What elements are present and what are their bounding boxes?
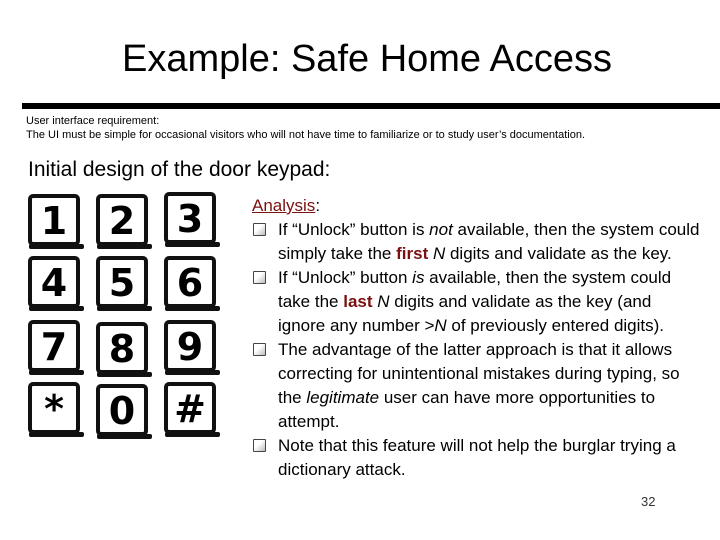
bullet-1-emphasis: not: [429, 220, 453, 239]
key-0: [96, 384, 148, 436]
checkbox-bullet-icon: [253, 223, 266, 236]
key-hash-label: #: [174, 387, 206, 431]
checkbox-bullet-icon: [253, 343, 266, 356]
keypad-subheading: Initial design of the door keypad:: [28, 158, 331, 181]
analysis-bullet-2: [252, 266, 702, 338]
bullet-2-text-d: of previously entered digits).: [446, 316, 665, 335]
key-8: [96, 322, 148, 374]
key-1: [28, 194, 80, 246]
key-9-label: 9: [176, 325, 204, 369]
key-3-label: 3: [176, 197, 204, 241]
key-3: [164, 192, 216, 244]
bullet-2-text-b: available, then the system could take the: [278, 268, 672, 311]
key-4: [28, 256, 80, 308]
key-7: [28, 320, 80, 372]
key-5: [96, 256, 148, 308]
requirement-body: The UI must be simple for occasional visitors who will not have time to familiarize or to study user’s documentation.: [26, 129, 585, 141]
slide-title: Example: Safe Home Access: [122, 38, 612, 80]
key-1-label: 1: [40, 199, 68, 243]
analysis-block: [252, 194, 702, 482]
key-2-label: 2: [108, 199, 136, 243]
checkbox-bullet-icon: [253, 271, 266, 284]
key-7-label: 7: [40, 325, 68, 369]
bullet-2-text-a: If “Unlock” button: [278, 268, 413, 287]
requirement-heading: User interface requirement:: [26, 115, 160, 127]
bullet-1-text-a: If “Unlock” button is: [278, 220, 430, 239]
key-5-label: 5: [108, 261, 136, 305]
bullet-1-text-b: available, then the system could simply take the: [278, 220, 700, 263]
bullet-3-emphasis: legitimate: [306, 388, 380, 407]
key-hash: [164, 382, 216, 434]
key-star: [28, 382, 80, 434]
key-4-label: 4: [40, 261, 68, 305]
title-divider: [22, 103, 720, 109]
bullet-2-text-c: digits and validate as the key (and ignore any number >: [278, 292, 652, 335]
analysis-bullet-3: [252, 338, 702, 434]
bullet-1-highlight: first: [396, 244, 429, 263]
analysis-bullet-4: [252, 434, 702, 482]
analysis-heading-text: Analysis: [252, 196, 316, 215]
bullet-3-text-b: user can have more opportunities to attempt.: [278, 388, 656, 431]
key-2: [96, 194, 148, 246]
bullet-3-text-a: The advantage of the latter approach is that it allows correcting for unintentional mistakes during typing, so the: [278, 340, 680, 407]
bullet-4-text: Note that this feature will not help the burglar trying a dictionary attack.: [278, 436, 676, 479]
analysis-colon: :: [315, 196, 321, 215]
bullet-2-highlight: last: [343, 292, 373, 311]
bullet-2-n: N: [377, 292, 390, 311]
page-number: 32: [641, 494, 656, 509]
key-8-label: 8: [108, 327, 136, 371]
bullet-1-n: N: [432, 244, 446, 263]
bullet-2-emphasis: is: [412, 268, 425, 287]
checkbox-bullet-icon: [253, 439, 266, 452]
key-6-label: 6: [176, 261, 204, 305]
key-star-label: *: [44, 387, 64, 431]
requirement-text: [26, 114, 585, 142]
key-6: [164, 256, 216, 308]
key-9: [164, 320, 216, 372]
analysis-bullet-1: [252, 218, 702, 266]
bullet-1-text-c: digits and validate as the key.: [445, 244, 672, 263]
door-keypad: [22, 188, 222, 438]
bullet-2-n2: N: [434, 316, 447, 335]
analysis-heading: [252, 194, 702, 218]
key-0-label: 0: [108, 389, 136, 433]
